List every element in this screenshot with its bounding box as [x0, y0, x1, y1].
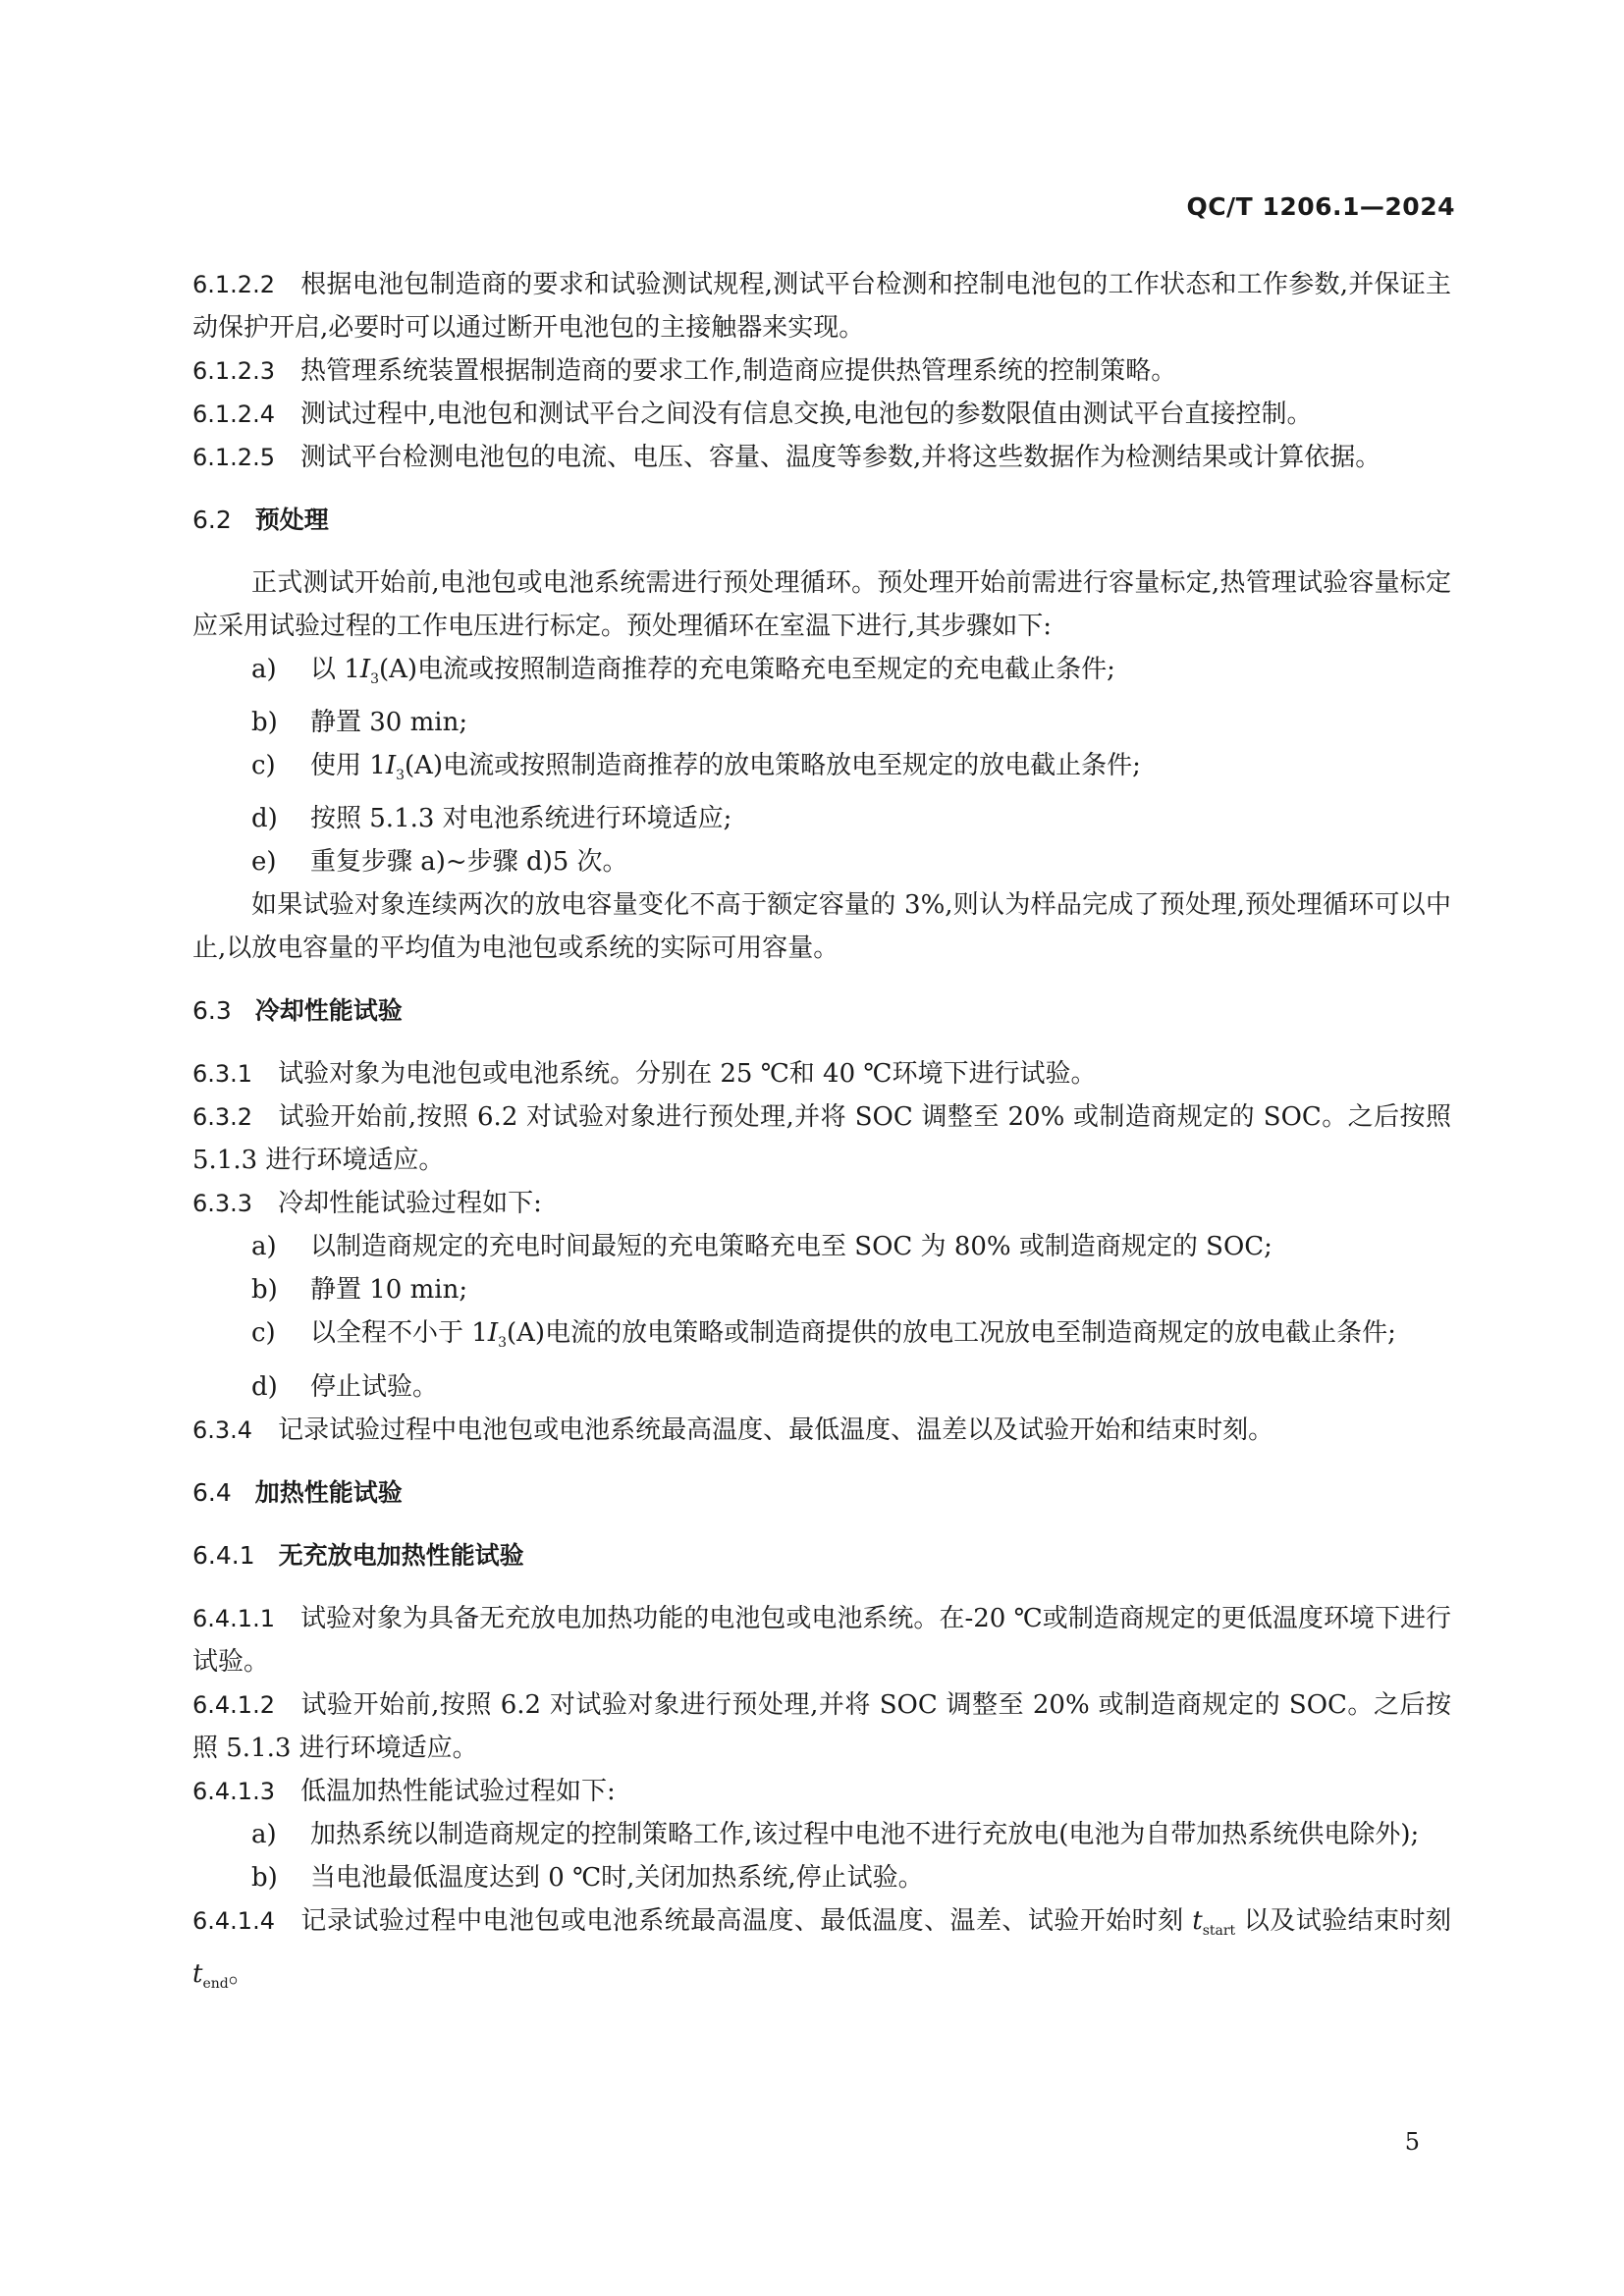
clause-text-pre: 记录试验过程中电池包或电池系统最高温度、最低温度、温差、试验开始时刻: [299, 1905, 1193, 1936]
clause-6-3-3: [192, 1182, 1451, 1225]
list-item: [192, 797, 1451, 840]
subscript: 3: [498, 1335, 508, 1352]
list-marker: a): [251, 1232, 277, 1262]
clause-number: 6.3.4: [192, 1415, 253, 1444]
clause-number: 6.3.2: [192, 1103, 253, 1132]
clause-text-mid: 以及试验结束时刻: [1235, 1905, 1451, 1936]
list-marker: b): [251, 1862, 278, 1893]
variable: I: [487, 1318, 499, 1349]
clause-6-3-4: [192, 1409, 1451, 1452]
list-text-pre: 以 1: [310, 655, 360, 684]
clause-6-3-2: [192, 1095, 1451, 1182]
document-code: QC/T 1206.1—2024: [1186, 192, 1455, 221]
list-item: [192, 1268, 1451, 1311]
clause-text: 根据电池包制造商的要求和试验测试规程,测试平台检测和控制电池包的工作状态和工作参数,并保证主动保护开启,必要时可以通过断开电池包的主接触器来实现。: [192, 270, 1451, 343]
heading-title: 加热性能试验: [254, 1477, 403, 1507]
list-text: 加热系统以制造商规定的控制策略工作,该过程中电池不进行充放电(电池为自带加热系统供电除外);: [310, 1819, 1420, 1849]
list-item: [192, 1813, 1451, 1856]
clause-number: 6.1.2.5: [192, 444, 275, 471]
page-number: 5: [1404, 2128, 1420, 2156]
variable: I: [385, 751, 397, 781]
list-marker: d): [251, 1371, 278, 1402]
list-item: [192, 648, 1451, 701]
clause-6-1-2-3: [192, 349, 1451, 393]
list-marker: c): [251, 1318, 276, 1349]
clause-number: 6.1.2.3: [192, 357, 275, 385]
variable: I: [359, 655, 371, 684]
list-text-pre: 以全程不小于 1: [310, 1318, 488, 1349]
subscript: end: [202, 1975, 229, 1992]
list-item: [192, 744, 1451, 797]
subscript: start: [1202, 1922, 1236, 1939]
heading-title: 无充放电加热性能试验: [278, 1540, 524, 1570]
list-item: [192, 1365, 1451, 1409]
section-heading-6-3: [192, 989, 1451, 1033]
list-text-post: (A)电流的放电策略或制造商提供的放电工况放电至制造商规定的放电截止条件;: [507, 1318, 1396, 1349]
heading-title: 冷却性能试验: [254, 996, 403, 1026]
clause-6-4-1-4: [192, 1899, 1451, 2005]
clause-number: 6.1.2.2: [192, 271, 275, 298]
clause-text-post: 。: [228, 1958, 254, 1989]
list-marker: a): [251, 655, 277, 684]
list-marker: d): [251, 804, 278, 834]
clause-6-3-1: [192, 1052, 1451, 1095]
subscript: 3: [370, 671, 380, 688]
subscript: 3: [396, 768, 406, 784]
clause-text: 测试平台检测电池包的电流、电压、容量、温度等参数,并将这些数据作为检测结果或计算依据。: [299, 443, 1381, 472]
list-text-pre: 使用 1: [310, 751, 386, 781]
list-marker: a): [251, 1819, 277, 1849]
clause-text: 记录试验过程中电池包或电池系统最高温度、最低温度、温差以及试验开始和结束时刻。: [278, 1415, 1274, 1445]
clause-number: 6.4.1.1: [192, 1604, 275, 1632]
list-marker: e): [251, 847, 277, 878]
list-text: 停止试验。: [310, 1371, 439, 1402]
list-text: 重复步骤 a)~步骤 d)5 次。: [310, 847, 628, 878]
section-heading-6-4: [192, 1471, 1451, 1515]
preconditioning-intro: 正式测试开始前,电池包或电池系统需进行预处理循环。预处理开始前需进行容量标定,热管理试验容量标定应采用试验过程的工作电压进行标定。预处理循环在室温下进行,其步骤如下:: [192, 568, 1451, 641]
clause-text: 热管理系统装置根据制造商的要求工作,制造商应提供热管理系统的控制策略。: [299, 356, 1177, 386]
list-item: [192, 1311, 1451, 1364]
page-body: [192, 263, 1451, 2005]
section-heading-6-2: [192, 499, 1451, 542]
list-item: [192, 1856, 1451, 1899]
clause-number: 6.4.1.2: [192, 1690, 275, 1719]
list-text: 静置 30 min;: [310, 708, 468, 738]
clause-number: 6.1.2.4: [192, 400, 275, 428]
list-item: [192, 701, 1451, 744]
heading-number: 6.2: [192, 506, 232, 534]
clause-6-1-2-2: [192, 263, 1451, 349]
clause-number: 6.3.1: [192, 1060, 253, 1089]
clause-text: 低温加热性能试验过程如下:: [299, 1776, 616, 1806]
clause-text: 冷却性能试验过程如下:: [278, 1189, 542, 1219]
list-text: 按照 5.1.3 对电池系统进行环境适应;: [310, 804, 732, 834]
section-heading-6-4-1: [192, 1534, 1451, 1577]
variable: t: [192, 1958, 203, 1989]
list-marker: c): [251, 751, 276, 781]
list-marker: b): [251, 708, 278, 738]
list-text-post: (A)电流或按照制造商推荐的充电策略充电至规定的充电截止条件;: [379, 655, 1115, 684]
variable: t: [1192, 1905, 1203, 1936]
clause-6-4-1-2: [192, 1683, 1451, 1770]
list-text-post: (A)电流或按照制造商推荐的放电策略放电至规定的放电截止条件;: [405, 751, 1141, 781]
list-text: 以制造商规定的充电时间最短的充电策略充电至 SOC 为 80% 或制造商规定的 SOC;: [310, 1232, 1272, 1262]
list-item: [192, 1225, 1451, 1268]
clause-text: 试验对象为电池包或电池系统。分别在 25 ℃和 40 ℃环境下进行试验。: [278, 1059, 1097, 1090]
clause-6-4-1-1: [192, 1597, 1451, 1683]
list-item: [192, 840, 1451, 883]
heading-number: 6.4: [192, 1477, 232, 1507]
clause-number: 6.4.1.3: [192, 1777, 275, 1805]
clause-number: 6.4.1.4: [192, 1906, 275, 1935]
clause-number: 6.3.3: [192, 1190, 253, 1218]
clause-text: 试验开始前,按照 6.2 对试验对象进行预处理,并将 SOC 调整至 20% 或制造商规定的 SOC。之后按照 5.1.3 进行环境适应。: [192, 1102, 1451, 1176]
clause-6-4-1-3: [192, 1770, 1451, 1813]
clause-text: 测试过程中,电池包和测试平台之间没有信息交换,电池包的参数限值由测试平台直接控制。: [299, 400, 1313, 429]
list-text: 静置 10 min;: [310, 1275, 468, 1306]
list-text: 当电池最低温度达到 0 ℃时,关闭加热系统,停止试验。: [310, 1862, 924, 1893]
clause-text: 试验开始前,按照 6.2 对试验对象进行预处理,并将 SOC 调整至 20% 或制造商规定的 SOC。之后按照 5.1.3 进行环境适应。: [192, 1689, 1451, 1763]
preconditioning-outro: 如果试验对象连续两次的放电容量变化不高于额定容量的 3%,则认为样品完成了预处理,预处理循环可以中止,以放电容量的平均值为电池包或系统的实际可用容量。: [192, 890, 1451, 964]
clause-6-1-2-5: [192, 436, 1451, 479]
heading-title: 预处理: [254, 506, 329, 534]
clause-6-1-2-4: [192, 393, 1451, 436]
list-marker: b): [251, 1275, 278, 1306]
heading-number: 6.3: [192, 996, 232, 1026]
clause-text: 试验对象为具备无充放电加热功能的电池包或电池系统。在-20 ℃或制造商规定的更低温度环境下进行试验。: [192, 1603, 1451, 1677]
heading-number: 6.4.1: [192, 1540, 255, 1570]
